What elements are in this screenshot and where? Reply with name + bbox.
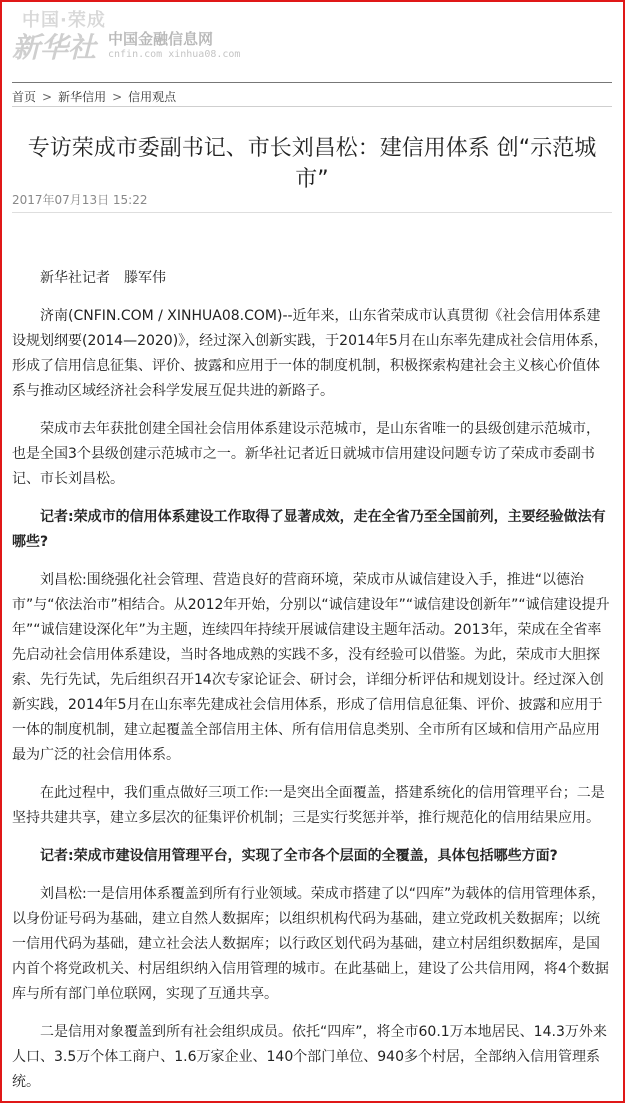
- article-paragraph: 在此过程中，我们重点做好三项工作:一是突出全面覆盖，搭建系统化的信用管理平台；二是坚持共建共享，建立多层次的征集评价机制；三是实行奖惩并举，推行规范化的信用结果应用。: [12, 785, 605, 826]
- site-header: [12, 2, 612, 82]
- site-name[interactable]: 中国金融信息网: [108, 30, 214, 48]
- article-body: [12, 266, 612, 1103]
- article-date: 2017年07月13日 15:22: [12, 193, 148, 207]
- page-inner: [12, 2, 612, 1090]
- breadcrumb-separator-icon: >: [112, 89, 123, 104]
- date-divider: [12, 212, 612, 213]
- breadcrumb-home[interactable]: 首页: [12, 90, 37, 104]
- article-paragraph: 济南(CNFIN.COM / XINHUA08.COM)--近年来，山东省荣成市认真贯彻《社会信用体系建设规划纲要(2014—2020)》，经过深入创新实践，于2014年5月在山东率先建成社会信用体系，形成了信用信息征集、评价、披露和应用于一体的制度机制，积极探索构建社会主义核心价值体系与推动区域经济社会科学发展互促共进的新路子。: [12, 308, 608, 399]
- breadcrumb-category[interactable]: 新华信用: [58, 90, 107, 104]
- article-paragraph: 新华社记者 滕军伟: [40, 270, 166, 286]
- article-question: 记者:荣成市的信用体系建设工作取得了显著成效，走在全省乃至全国前列，主要经验做法有哪些?: [12, 509, 606, 550]
- xinhua-logo[interactable]: 新华社: [12, 31, 97, 64]
- article-question: 记者:荣成市建设信用管理平台，实现了全市各个层面的全覆盖，具体包括哪些方面?: [40, 848, 558, 864]
- breadcrumb-subcategory[interactable]: 信用观点: [128, 90, 177, 104]
- breadcrumb: [12, 88, 176, 105]
- watermark-logo: 中国·荣成: [22, 10, 106, 31]
- article-title: 专访荣成市委副书记、市长刘昌松：建信用体系 创“示范城市”: [27, 135, 597, 192]
- breadcrumb-separator-icon: >: [42, 89, 53, 104]
- breadcrumb-divider: [12, 106, 612, 107]
- article-paragraph: 荣成市去年获批创建全国社会信用体系建设示范城市，是山东省唯一的县级创建示范城市，也是全国3个县级创建示范城市之一。新华社记者近日就城市信用建设问题专访了荣成市委副书记、市长刘昌松。: [12, 421, 600, 487]
- article-paragraph: 刘昌松:一是信用体系覆盖到所有行业领域。荣成市搭建了以“四库”为载体的信用管理体系，以身份证号码为基础，建立自然人数据库；以组织机构代码为基础，建立党政机关数据库；以统一信用代码为基础，建立社会法人数据库；以行政区划代码为基础，建立村居组织数据库，是国内首个将党政机关、村居组织纳入信用管理的城市。在此基础上，建设了公共信用网，将4个数据库与所有部门单位联网，实现了互通共享。: [12, 886, 609, 1002]
- header-divider: [12, 82, 612, 83]
- article-paragraph: 刘昌松:围绕强化社会管理、营造良好的营商环境，荣成市从诚信建设入手，推进“以德治市”与“依法治市”相结合。从2012年开始，分别以“诚信建设年”“诚信建设创新年”“诚信建设提升年”“诚信建设深化年”为主题，连续四年持续开展诚信建设主题年活动。2013年，荣成在全省率先启动社会信用体系建设，当时各地成熟的实践不多，没有经验可以借鉴。为此，荣成市大胆探索、先行先试，先后组织召开14次专家论证会、研讨会，详细分析评估和规划设计。经过深入创新实践，2014年5月在山东率先建成社会信用体系，形成了信用信息征集、评价、披露和应用于一体的制度机制，建立起覆盖全部信用主体、所有信用信息类别、全市所有区域和信用产品应用最为广泛的社会信用体系。: [12, 572, 610, 763]
- site-url: cnfin.com xinhua08.com: [108, 49, 241, 60]
- article-paragraph: 二是信用对象覆盖到所有社会组织成员。依托“四库”，将全市60.1万本地居民、14.3万外来人口、3.5万个体工商户、1.6万家企业、140个部门单位、940多个村居，全部纳入信用管理系统。: [12, 1024, 607, 1090]
